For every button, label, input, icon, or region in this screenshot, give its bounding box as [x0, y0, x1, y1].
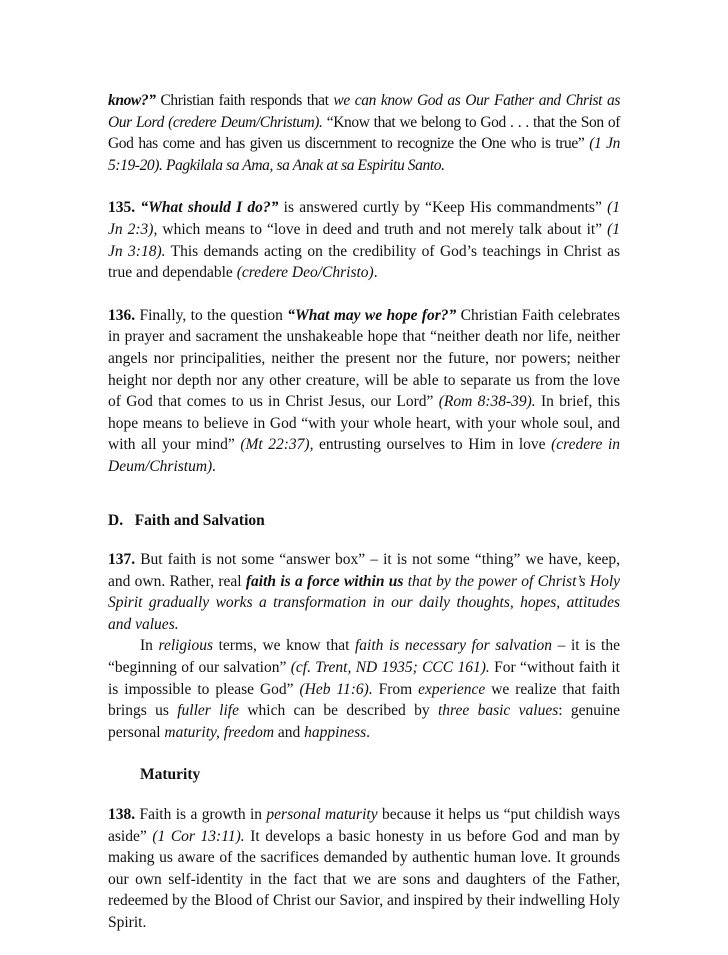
text-run: In — [140, 637, 159, 655]
scripture-reference: (Heb 11:6). — [299, 680, 373, 698]
question-text: “What may we hope for?” — [287, 306, 457, 324]
text-run: Christian faith responds that — [155, 92, 334, 109]
paragraph-number: 138. — [108, 806, 136, 824]
paragraph-137-continued — [108, 635, 620, 743]
text-run: “Know that we belong to God . . . that the Son of God has come and has given us discernment to recognize the One who is true” — [108, 113, 621, 153]
text-run: terms, we know that — [213, 637, 355, 655]
emphasis-text: faith is a force within us — [245, 572, 404, 590]
text-run: : genuine personal — [108, 702, 620, 741]
text-run: It develops a basic honesty in us before God and man by making us aware of the sacrifices demanded by authentic human love. It grounds our own self-identity in the fact that we are sons and daughters of the Father, redeemed by the Blood of Christ our Savior, and inspired by their indwelling Holy Spirit. — [108, 827, 620, 931]
text-run: For “without faith it is impossible to please God” — [108, 659, 620, 698]
question-fragment: know?” — [108, 92, 156, 109]
text-run: In brief, this hope means to believe in God “with your whole heart, with your whole soul, and with all your mind” — [108, 393, 620, 454]
scripture-reference: (1 Jn 3:18). — [108, 220, 621, 260]
italic-run: (credere in Deum/Christum). — [108, 436, 621, 475]
italic-run: personal maturity — [266, 806, 378, 824]
italic-run: fuller life — [177, 702, 239, 720]
text-run: This demands acting on the credibility of God’s teachings in Christ as true and dependable — [108, 242, 620, 282]
scripture-reference: (1 Jn 2:3), — [108, 199, 620, 238]
paragraph-number: 136. — [108, 306, 136, 324]
scripture-reference: (Mt 22:37), — [240, 436, 314, 454]
paragraph-138 — [108, 804, 620, 934]
text-run: because it helps us “put childish ways aside” — [108, 806, 620, 845]
document-page — [108, 90, 620, 955]
subsection-heading: Maturity — [140, 766, 201, 784]
text-run: Finally, to the question — [135, 306, 288, 324]
paragraph-137 — [108, 549, 620, 635]
italic-run: that by the power of Christ’s Holy Spirit gradually works a transformation in our daily thoughts, hopes, attitudes and values. — [108, 572, 620, 633]
text-run: . — [373, 264, 378, 282]
scripture-reference: (cf. Trent, ND 1935; CCC 161). — [290, 659, 490, 677]
text-run: Faith is a growth in — [135, 806, 267, 824]
italic-run: we can know God as Our Father and Christ as Our Lord (credere Deum/Christum). — [108, 92, 620, 131]
question-text: “What should I do?” — [140, 199, 279, 217]
paragraph-135 — [108, 197, 620, 283]
italic-run: (credere Deo/Christo) — [236, 264, 374, 282]
text-run: . — [366, 723, 371, 741]
italic-run: experience — [418, 680, 486, 698]
text-run: we realize that faith brings us — [108, 680, 620, 720]
scripture-reference: (1 Cor 13:11). — [152, 827, 245, 845]
text-run: Christian Faith celebrates in prayer and sacrament the unshakeable hope that “neither death nor life, neither angels nor principalities, neither the present nor the future, nor powers; neither height nor depth nor any other creature, will be able to separate us from the love of God that comes to us in Christ Jesus, our Lord” — [108, 306, 620, 411]
scripture-reference: (Rom 8:38-39). — [438, 393, 536, 411]
section-heading: D. Faith and Salvation — [108, 511, 265, 529]
italic-run: three basic values — [437, 702, 559, 720]
text-run: which means to “love in deed and truth and not merely talk about it” — [157, 220, 608, 238]
text-run: But faith is not some “answer box” – it is not some “thing” we have, keep, and own. Rather, real — [108, 551, 620, 590]
text-run: and — [274, 723, 305, 741]
paragraph-number: 135. — [108, 199, 136, 217]
text-run: which can be described by — [238, 702, 438, 720]
italic-run: maturity, freedom — [164, 723, 275, 741]
paragraph-136 — [108, 305, 620, 478]
scripture-reference: (1 Jn 5:19-20). Pagkilala sa Ama, sa Anak at sa Espiritu Santo. — [108, 135, 620, 174]
paragraph-number: 137. — [108, 551, 136, 569]
text-run: – it is the “beginning of our salvation” — [108, 637, 620, 677]
text-run: entrusting ourselves to Him in love — [313, 436, 552, 454]
text-run: is answered curtly by “Keep His commandments” — [278, 199, 608, 217]
text-run: From — [372, 680, 419, 698]
italic-run: religious — [158, 637, 214, 655]
italic-run: happiness — [304, 723, 367, 741]
italic-run: faith is necessary for salvation — [354, 637, 553, 655]
paragraph-continuation — [108, 90, 620, 176]
